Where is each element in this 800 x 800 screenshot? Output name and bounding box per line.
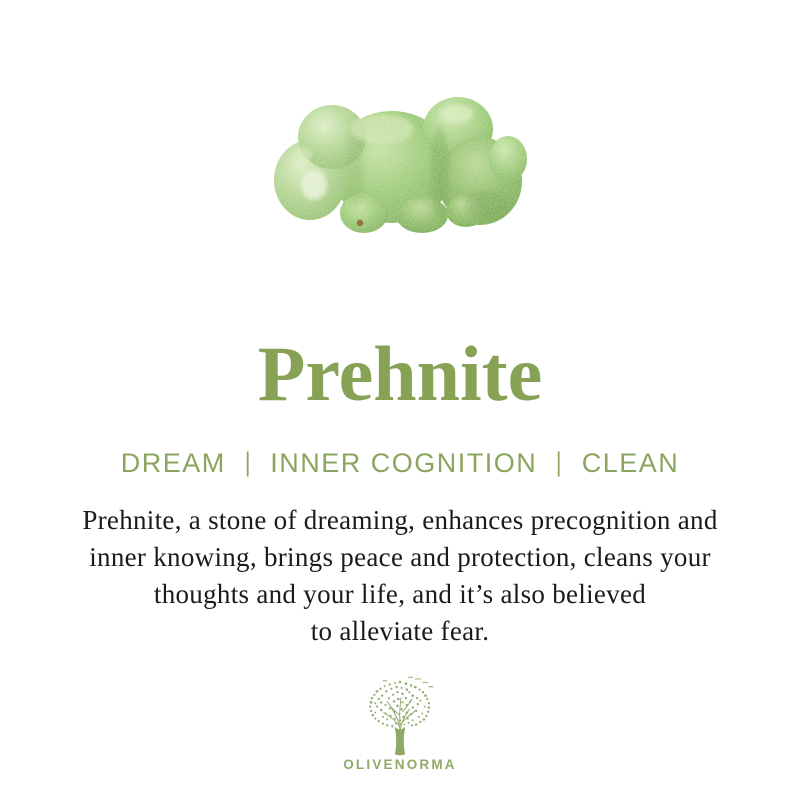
brand-logo [0, 676, 800, 772]
keyword-separator: | [244, 447, 252, 477]
keywords-row [0, 446, 800, 480]
keyword-clean: CLEAN [581, 448, 680, 478]
page-title: Prehnite [257, 330, 543, 417]
description-line: Prehnite, a stone of dreaming, enhances precognition and [82, 505, 718, 535]
brand-name: OLIVENORMA [343, 757, 457, 772]
description-text [30, 502, 770, 650]
keyword-separator: | [556, 447, 563, 477]
description-line: thoughts and your life, and it’s also believed [153, 579, 647, 609]
keyword-inner-cognition: INNER COGNITION [270, 448, 538, 478]
keyword-dream: DREAM [120, 448, 226, 478]
description-line: to alleviate fear. [310, 616, 490, 646]
prehnite-stone-illustration [272, 85, 528, 235]
olive-tree-logo-icon [357, 676, 443, 756]
description-line: inner knowing, brings peace and protection, cleans your [89, 542, 711, 572]
prehnite-stone-image [272, 85, 528, 235]
